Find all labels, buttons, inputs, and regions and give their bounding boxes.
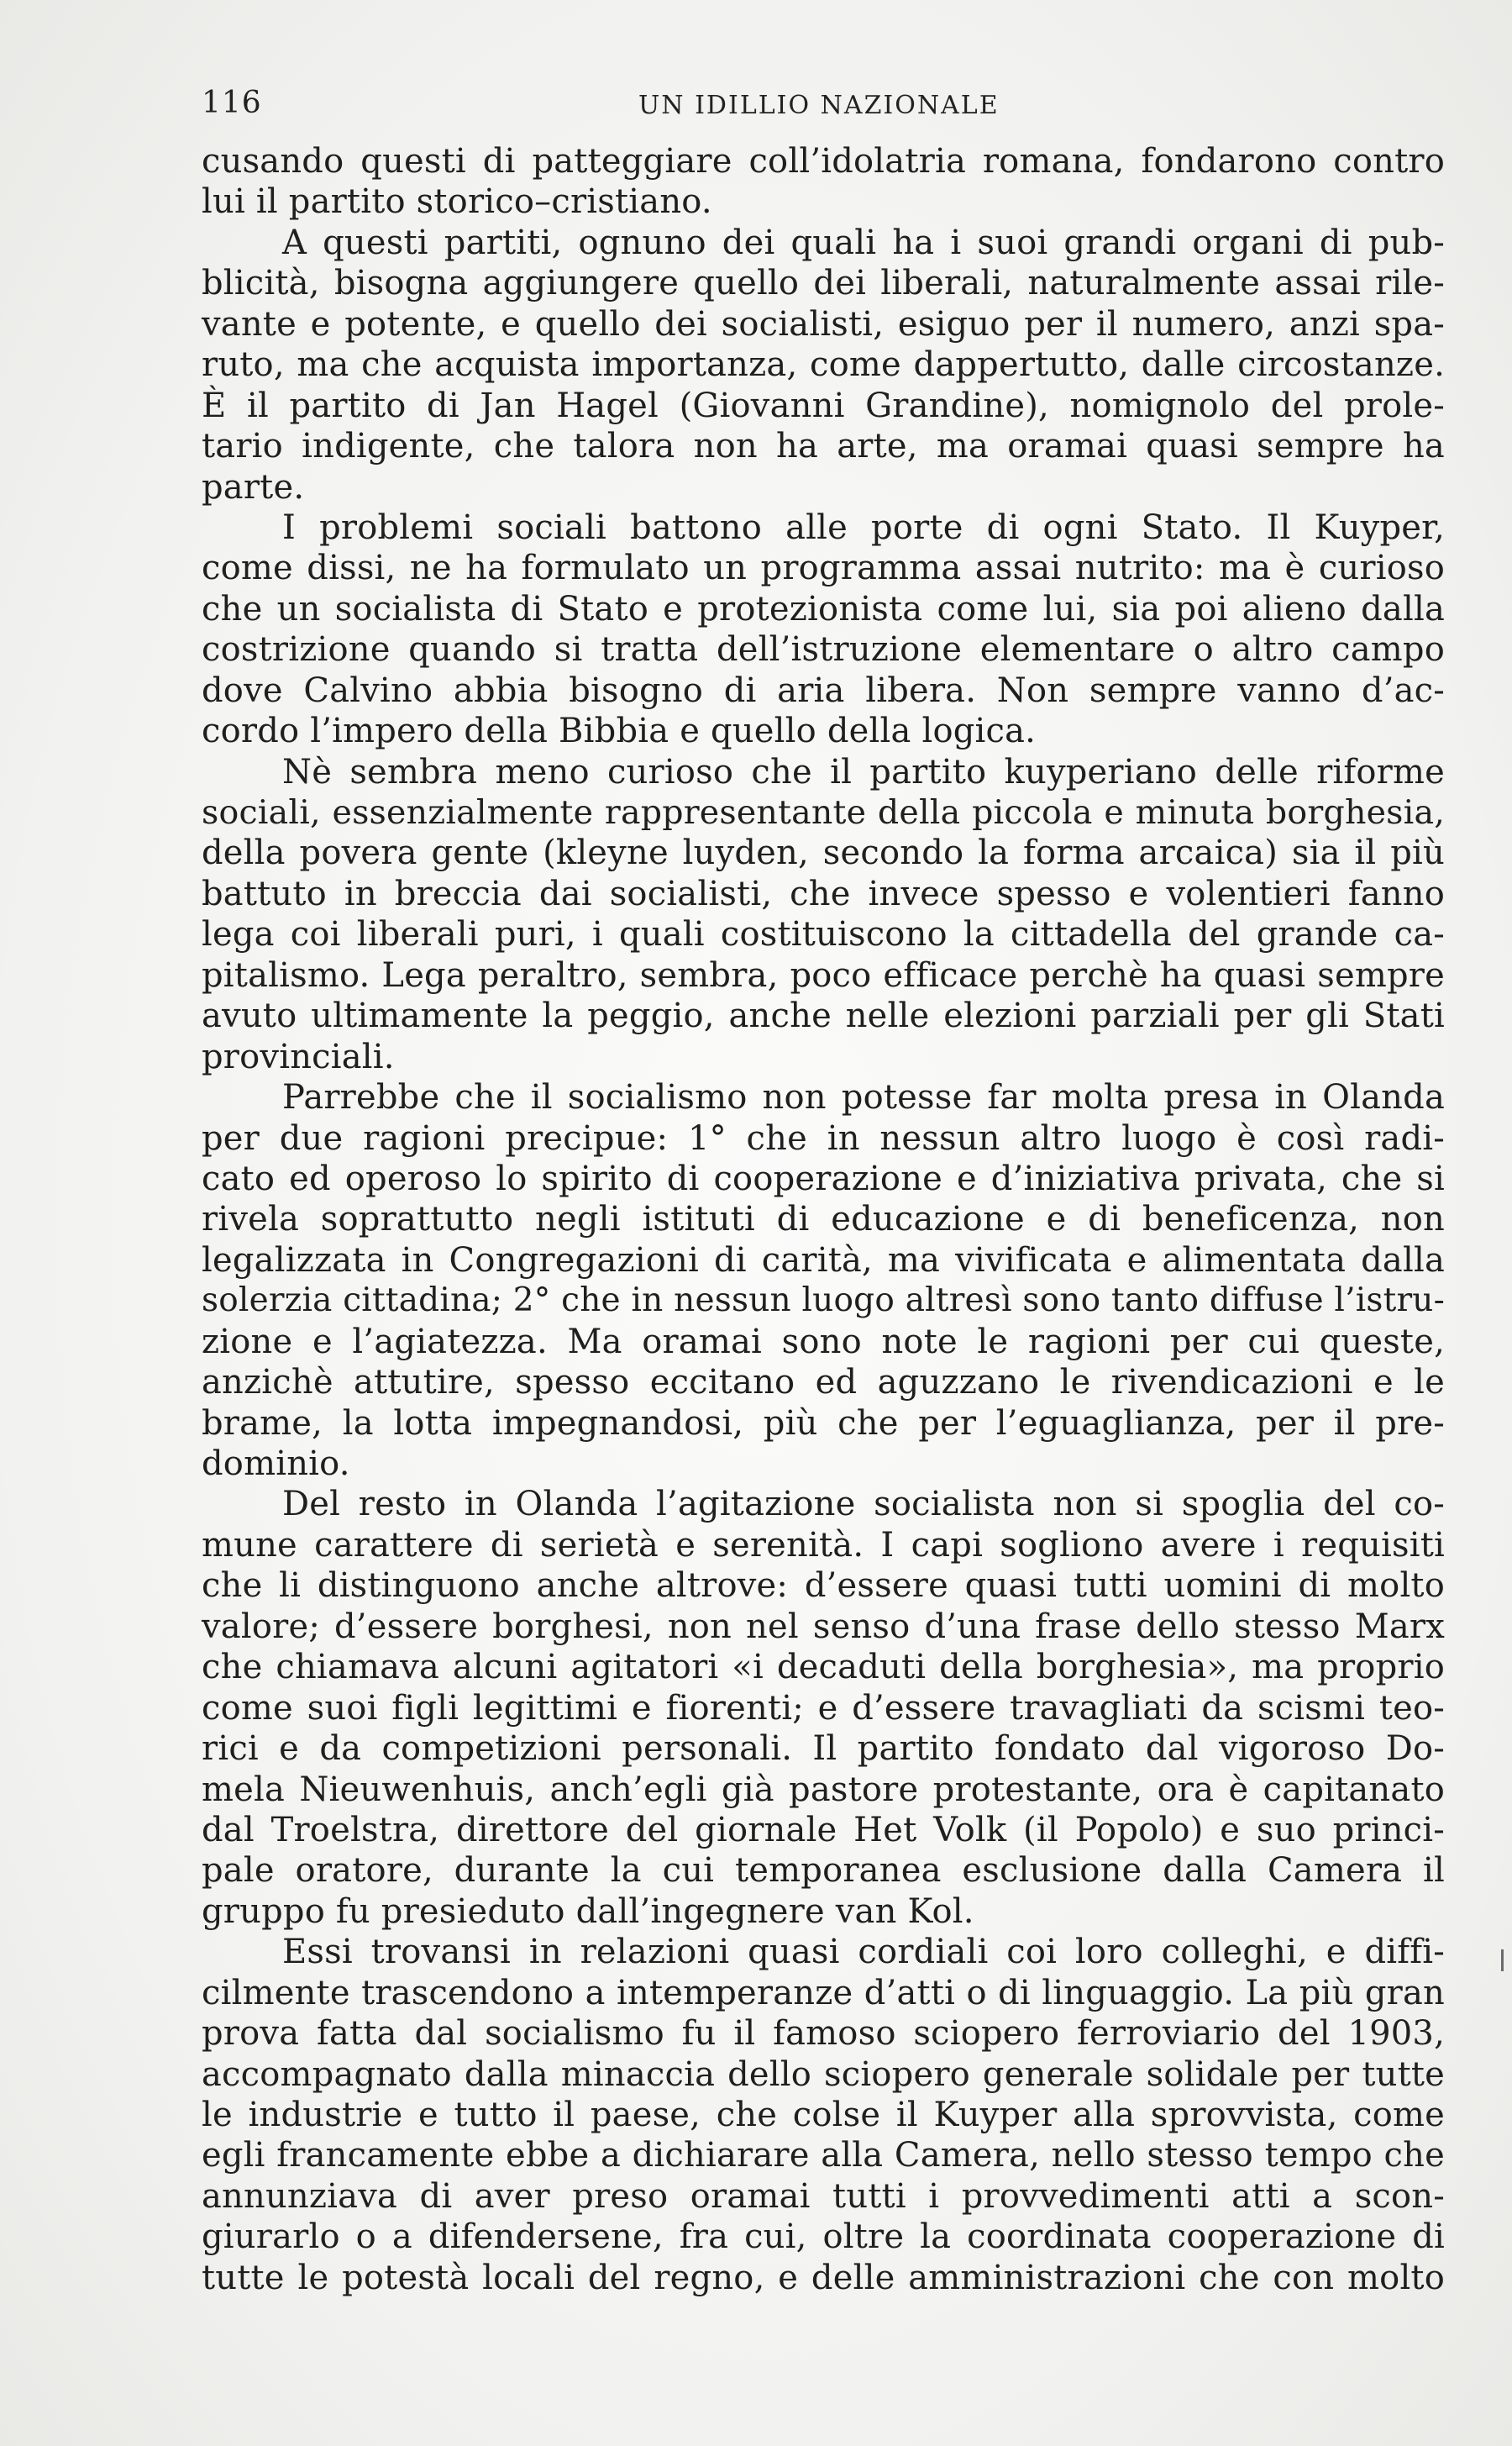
text-line: giurarlo o a difendersene, fra cui, oltre la coordinata cooperazione di	[202, 2217, 1445, 2257]
text-line: legalizzata in Congregazioni di carità, ma vivificata e alimentata dalla	[202, 1240, 1445, 1280]
text-line: provinciali.	[202, 1037, 395, 1076]
text-line: mune carattere di serietà e serenità. I capi sogliono avere i requisiti	[202, 1525, 1445, 1565]
text-line: le industrie e tutto il paese, che colse il Kuyper alla sprovvista, come	[202, 2096, 1445, 2134]
text-line: come dissi, ne ha formulato un programma assai nutrito: ma è curioso	[202, 549, 1445, 588]
text-line: solerzia cittadina; 2° che in nessun luogo altresì sono tanto diffuse l’istru-	[202, 1281, 1445, 1320]
text-line: gruppo fu presieduto dall’ingegnere van Kol.	[202, 1891, 974, 1931]
text-line: È il partito di Jan Hagel (Giovanni Grandine), nomignolo del prole-	[202, 386, 1445, 425]
text-line: valore; d’essere borghesi, non nel senso d’una frase dello stesso Marx	[202, 1607, 1445, 1646]
text-line: battuto in breccia dai socialisti, che invece spesso e volentieri fanno	[202, 874, 1445, 913]
text-line: come suoi figli legittimi e fiorenti; e d’essere travagliati da scismi teo-	[202, 1688, 1445, 1728]
text-line: sociali, essenzialmente rappresentante della piccola e minuta borghesia,	[202, 793, 1445, 832]
text-line: I problemi sociali battono alle porte di ogni Stato. Il Kuyper,	[282, 508, 1445, 547]
text-line: dominio.	[202, 1444, 350, 1483]
text-line: lega coi liberali puri, i quali costituiscono la cittadella del grande ca-	[202, 915, 1445, 955]
text-line: brame, la lotta impegnandosi, più che per l’eguaglianza, per il pre-	[202, 1403, 1445, 1443]
text-line: che li distinguono anche altrove: d’essere quasi tutti uomini di molto	[202, 1566, 1445, 1606]
text-line: tario indigente, che talora non ha arte, ma oramai quasi sempre ha	[202, 427, 1445, 466]
text-line: per due ragioni precipue: 1° che in nessun altro luogo è così radi-	[202, 1118, 1445, 1158]
text-line: mela Nieuwenhuis, anch’egli già pastore protestante, ora è capitanato	[202, 1770, 1445, 1809]
text-line: pale oratore, durante la cui temporanea esclusione dalla Camera il	[202, 1851, 1445, 1891]
text-line: pitalismo. Lega peraltro, sembra, poco efficace perchè ha quasi sempre	[202, 955, 1445, 995]
text-line: cordo l’impero della Bibbia e quello della logica.	[202, 712, 1037, 751]
text-line: avuto ultimamente la peggio, anche nelle elezioni parziali per gli Stati	[202, 997, 1445, 1036]
text-line: annunziava di aver preso oramai tutti i provvedimenti atti a scon-	[202, 2176, 1445, 2216]
text-line: anzichè attutire, spesso eccitano ed aguzzano le rivendicazioni e le	[202, 1363, 1445, 1402]
text-line: cilmente trascendono a intemperanze d’atti o di linguaggio. La più gran	[202, 1973, 1445, 2012]
text-line: rici e da competizioni personali. Il partito fondato dal vigoroso Do-	[202, 1729, 1445, 1769]
text-line: costrizione quando si tratta dell’istruzione elementare o altro campo	[202, 630, 1445, 670]
text-line: dove Calvino abbia bisogno di aria libera. Non sempre vanno d’ac-	[202, 671, 1445, 710]
text-line: tutte le potestà locali del regno, e delle amministrazioni che con molto	[202, 2258, 1445, 2297]
text-line: prova fatta dal socialismo fu il famoso sciopero ferroviario del 1903,	[202, 2014, 1445, 2054]
margin-mark	[1501, 1949, 1504, 1971]
text-line: egli francamente ebbe a dichiarare alla Camera, nello stesso tempo che	[202, 2136, 1445, 2175]
text-line: dal Troelstra, direttore del giornale Het Volk (il Popolo) e suo princi-	[202, 1810, 1445, 1849]
text-line: parte.	[202, 467, 305, 507]
page-number: 116	[202, 86, 262, 120]
text-line: vante e potente, e quello dei socialisti, esiguo per il numero, anzi spa-	[202, 304, 1445, 344]
text-line: Del resto in Olanda l’agitazione socialista non si spoglia del co-	[282, 1485, 1445, 1524]
text-line: Essi trovansi in relazioni quasi cordiali coi loro colleghi, e diffi-	[282, 1933, 1445, 1972]
text-line: della povera gente (kleyne luyden, secondo la forma arcaica) sia il più	[202, 834, 1445, 873]
text-line: rivela soprattutto negli istituti di educazione e di beneficenza, non	[202, 1200, 1445, 1239]
text-line: Nè sembra meno curioso che il partito kuyperiano delle riforme	[282, 752, 1445, 792]
body-text	[202, 141, 1445, 2298]
text-line: cusando questi di patteggiare coll’idolatria romana, fondarono contro	[202, 142, 1445, 181]
text-line: accompagnato dalla minaccia dello sciopero generale solidale per tutte	[202, 2054, 1445, 2094]
text-line: lui il partito storico–cristiano.	[202, 182, 712, 222]
text-line: A questi partiti, ognuno dei quali ha i suoi grandi organi di pub-	[282, 223, 1445, 262]
text-line: ruto, ma che acquista importanza, come dappertutto, dalle circostanze.	[202, 345, 1445, 385]
running-title: UN IDILLIO NAZIONALE	[638, 91, 1000, 120]
text-line: che chiamava alcuni agitatori «i decaduti della borghesia», ma proprio	[202, 1648, 1445, 1687]
text-line: cato ed operoso lo spirito di cooperazione e d’iniziativa privata, che si	[202, 1159, 1445, 1198]
text-line: zione e l’agiatezza. Ma oramai sono note le ragioni per cui queste,	[202, 1322, 1445, 1361]
running-header	[202, 86, 1445, 126]
text-line: blicità, bisogna aggiungere quello dei liberali, naturalmente assai rile-	[202, 264, 1445, 303]
text-line: che un socialista di Stato e protezionista come lui, sia poi alieno dalla	[202, 589, 1445, 629]
text-line: Parrebbe che il socialismo non potesse far molta presa in Olanda	[282, 1078, 1445, 1118]
